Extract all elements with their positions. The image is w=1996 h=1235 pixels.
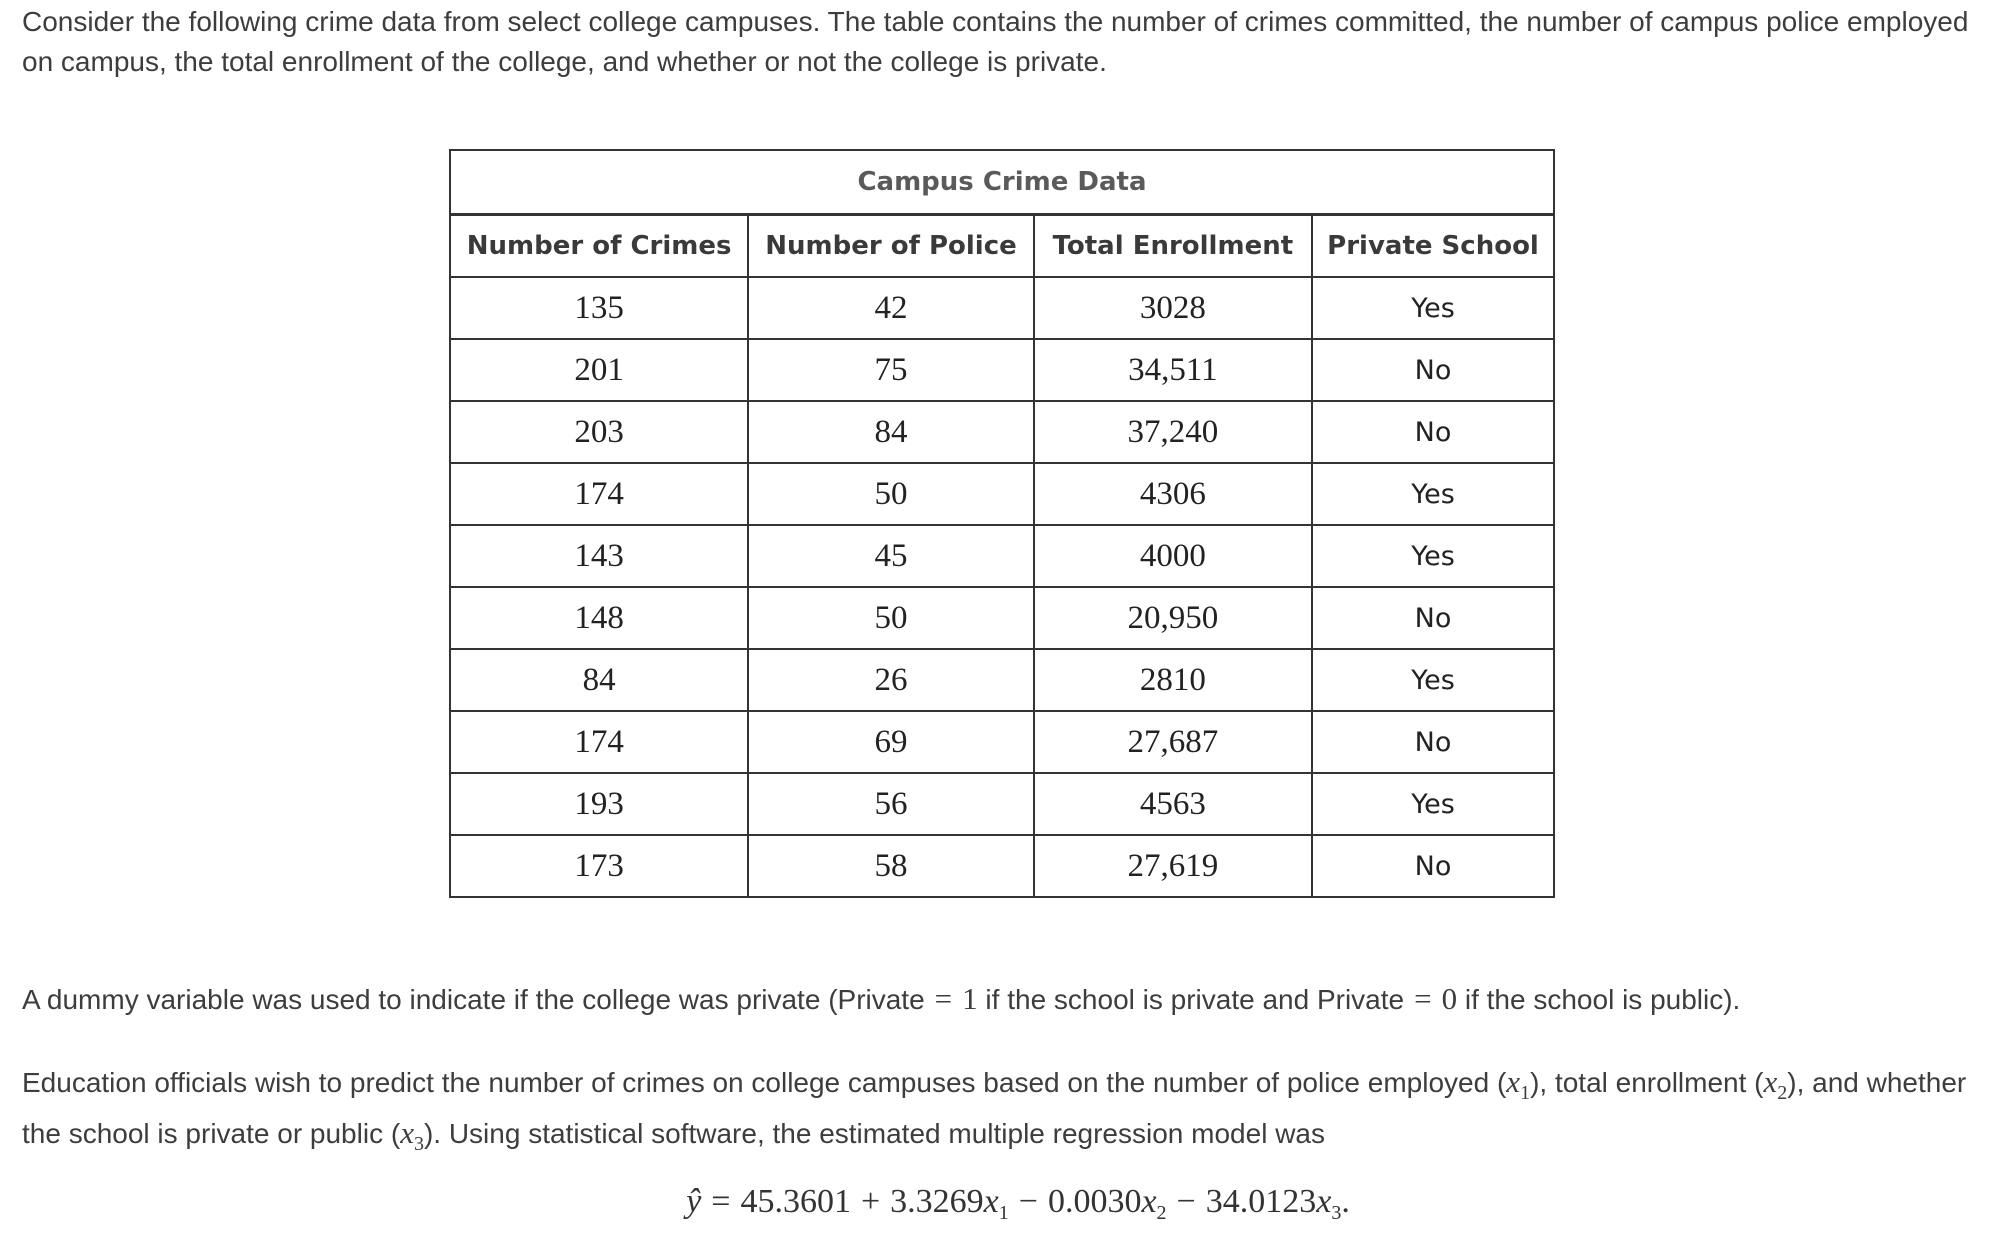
table-row [450,773,1554,835]
table-row [450,711,1554,773]
predict-text-1: Education officials wish to predict the number of crimes on college campuses based on the number of police employed ( [22,1067,1507,1098]
police-cell: 69 [748,711,1033,773]
y-hat: ŷ [686,1183,702,1220]
minus-sign-2: − [1176,1183,1196,1220]
dummy-text-1: A dummy variable was used to indicate if the college was private ( [22,984,838,1015]
intro-paragraph: Consider the following crime data from select college campuses. The table contains the number of crimes committed, the number of campus police employed on campus, the total enrollment of the college, and whether or not the college is private. [22,6,1969,77]
crimes-cell: 148 [450,587,748,649]
regression-equation [0,1180,1996,1235]
table-row [450,401,1554,463]
crimes-cell: 203 [450,401,748,463]
equals-sign-2: = [1414,981,1432,1016]
police-cell: 84 [748,401,1033,463]
header-private-school: Private School [1312,215,1554,278]
private-label-2: Private [1316,984,1405,1015]
enrollment-cell: 4306 [1034,463,1312,525]
table-row [450,463,1554,525]
variable-x1: $x_1$ [1506,1064,1531,1104]
private-cell: Yes [1312,525,1554,587]
crimes-cell: 173 [450,835,748,897]
enrollment-cell: 27,619 [1034,835,1312,897]
predict-text-2: ), total enrollment ( [1530,1067,1764,1098]
private-cell: Yes [1312,649,1554,711]
private-cell: No [1312,339,1554,401]
table-row [450,339,1554,401]
header-total-enrollment: Total Enrollment [1034,215,1312,278]
header-number-of-police: Number of Police [748,215,1033,278]
private-label-1: Private [837,984,925,1015]
equation-equals: = [711,1183,731,1220]
crimes-cell: 174 [450,711,748,773]
enrollment-cell: 37,240 [1034,401,1312,463]
private-cell: Yes [1312,773,1554,835]
enrollment-cell: 27,687 [1034,711,1312,773]
crimes-cell: 84 [450,649,748,711]
enrollment-cell: 3028 [1034,277,1312,339]
equals-sign-1: = [934,981,953,1016]
crimes-cell: 193 [450,773,748,835]
police-cell: 50 [748,463,1033,525]
variable-x2: $x_2$ [1763,1064,1788,1104]
campus-crime-table [449,149,1555,898]
predict-text-4: ). Using statistical software, the estimated multiple regression model was [423,1118,1325,1149]
crimes-cell: 174 [450,463,748,525]
enrollment-cell: 4000 [1034,525,1312,587]
coef-x3: 34.0123 [1205,1183,1317,1220]
table-row [450,649,1554,711]
variable-x3: $x_3$ [400,1115,424,1155]
police-cell: 45 [748,525,1033,587]
table-header-row [450,215,1554,278]
dummy-text-2: if the school is private and [977,984,1317,1015]
private-cell: No [1312,835,1554,897]
police-cell: 58 [748,835,1033,897]
table-row [450,587,1554,649]
private-cell: No [1312,401,1554,463]
table-caption: Campus Crime Data [450,150,1554,215]
predict-text-3: ), and whether the school is private or public ( [22,1067,1967,1149]
enrollment-cell: 20,950 [1034,587,1312,649]
plus-sign: + [860,1183,881,1220]
coef-x2: 0.0030 [1047,1183,1142,1220]
coef-x1: 3.3269 [890,1183,984,1220]
enrollment-cell: 2810 [1034,649,1312,711]
value-one: 1 [962,981,978,1016]
term-x1: $x_1$ [983,1183,1009,1224]
crimes-cell: 143 [450,525,748,587]
equation-period: . [1341,1183,1350,1220]
table-row [450,835,1554,897]
private-cell: Yes [1312,463,1554,525]
dummy-variable-paragraph [22,979,1972,1020]
police-cell: 50 [748,587,1033,649]
header-number-of-crimes: Number of Crimes [450,215,748,278]
private-cell: No [1312,587,1554,649]
table-row [450,277,1554,339]
police-cell: 56 [748,773,1033,835]
value-zero: 0 [1441,981,1458,1016]
crimes-cell: 201 [450,339,748,401]
crimes-cell: 135 [450,277,748,339]
term-x3: $x_3$ [1316,1183,1342,1224]
police-cell: 26 [748,649,1033,711]
term-x2: $x_2$ [1141,1183,1167,1224]
private-cell: Yes [1312,277,1554,339]
enrollment-cell: 4563 [1034,773,1312,835]
police-cell: 75 [748,339,1033,401]
police-cell: 42 [748,277,1033,339]
intercept: 45.3601 [740,1183,851,1220]
enrollment-cell: 34,511 [1034,339,1312,401]
table-row [450,525,1554,587]
dummy-text-3: if the school is public). [1457,984,1741,1015]
minus-sign-1: − [1018,1183,1038,1220]
private-cell: No [1312,711,1554,773]
prediction-paragraph [22,1062,1982,1164]
